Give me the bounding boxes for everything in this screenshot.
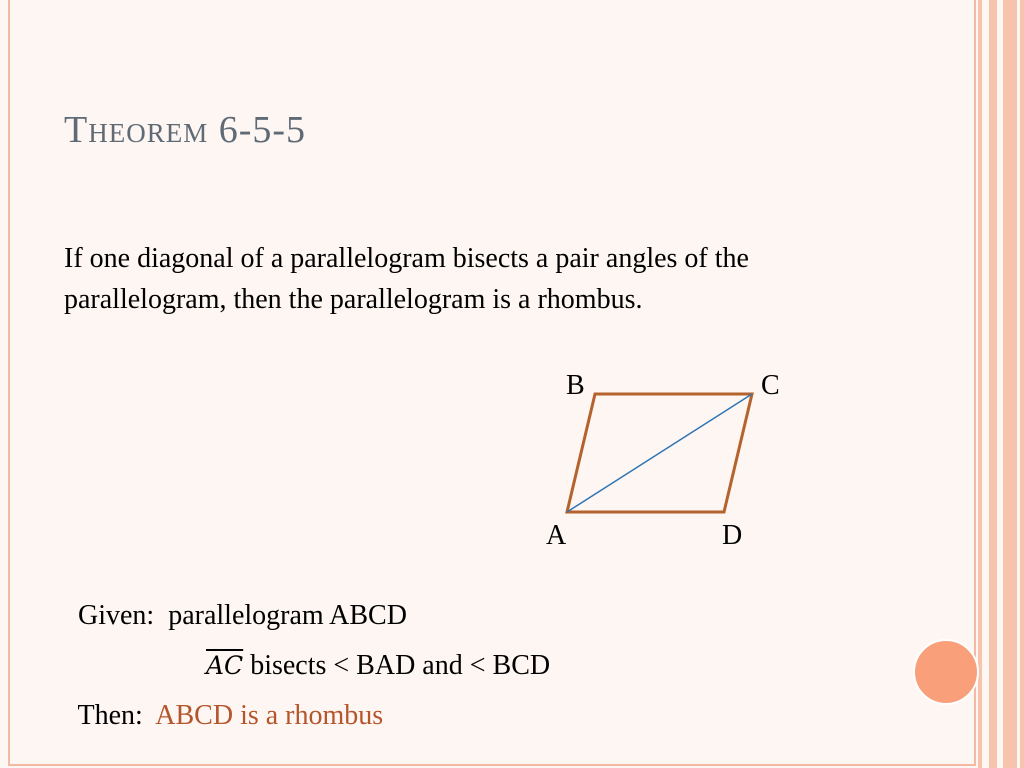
then-label: Then:	[77, 700, 143, 731]
vertex-label-c: C	[761, 370, 780, 401]
segment-ac: $\overline{AC}$	[206, 651, 244, 680]
then-line	[64, 668, 383, 732]
slide-title: Theorem 6-5-5	[64, 109, 307, 151]
theorem-statement: If one diagonal of a parallelogram bisects a pair angles of the parallelogram, then the parallelogram is a rhombus.	[64, 243, 749, 315]
given-label: Given:	[78, 600, 155, 631]
vertex-label-d: D	[722, 520, 743, 551]
decorative-circle	[913, 639, 979, 705]
vertex-label-a: A	[546, 520, 567, 551]
given-value: parallelogram ABCD	[168, 600, 407, 631]
vertex-label-b: B	[566, 370, 585, 401]
diagonal-ac	[567, 394, 752, 512]
then-value: ABCD is a rhombus	[155, 700, 384, 731]
bisects-text: bisects < BAD and < BCD	[250, 650, 551, 681]
